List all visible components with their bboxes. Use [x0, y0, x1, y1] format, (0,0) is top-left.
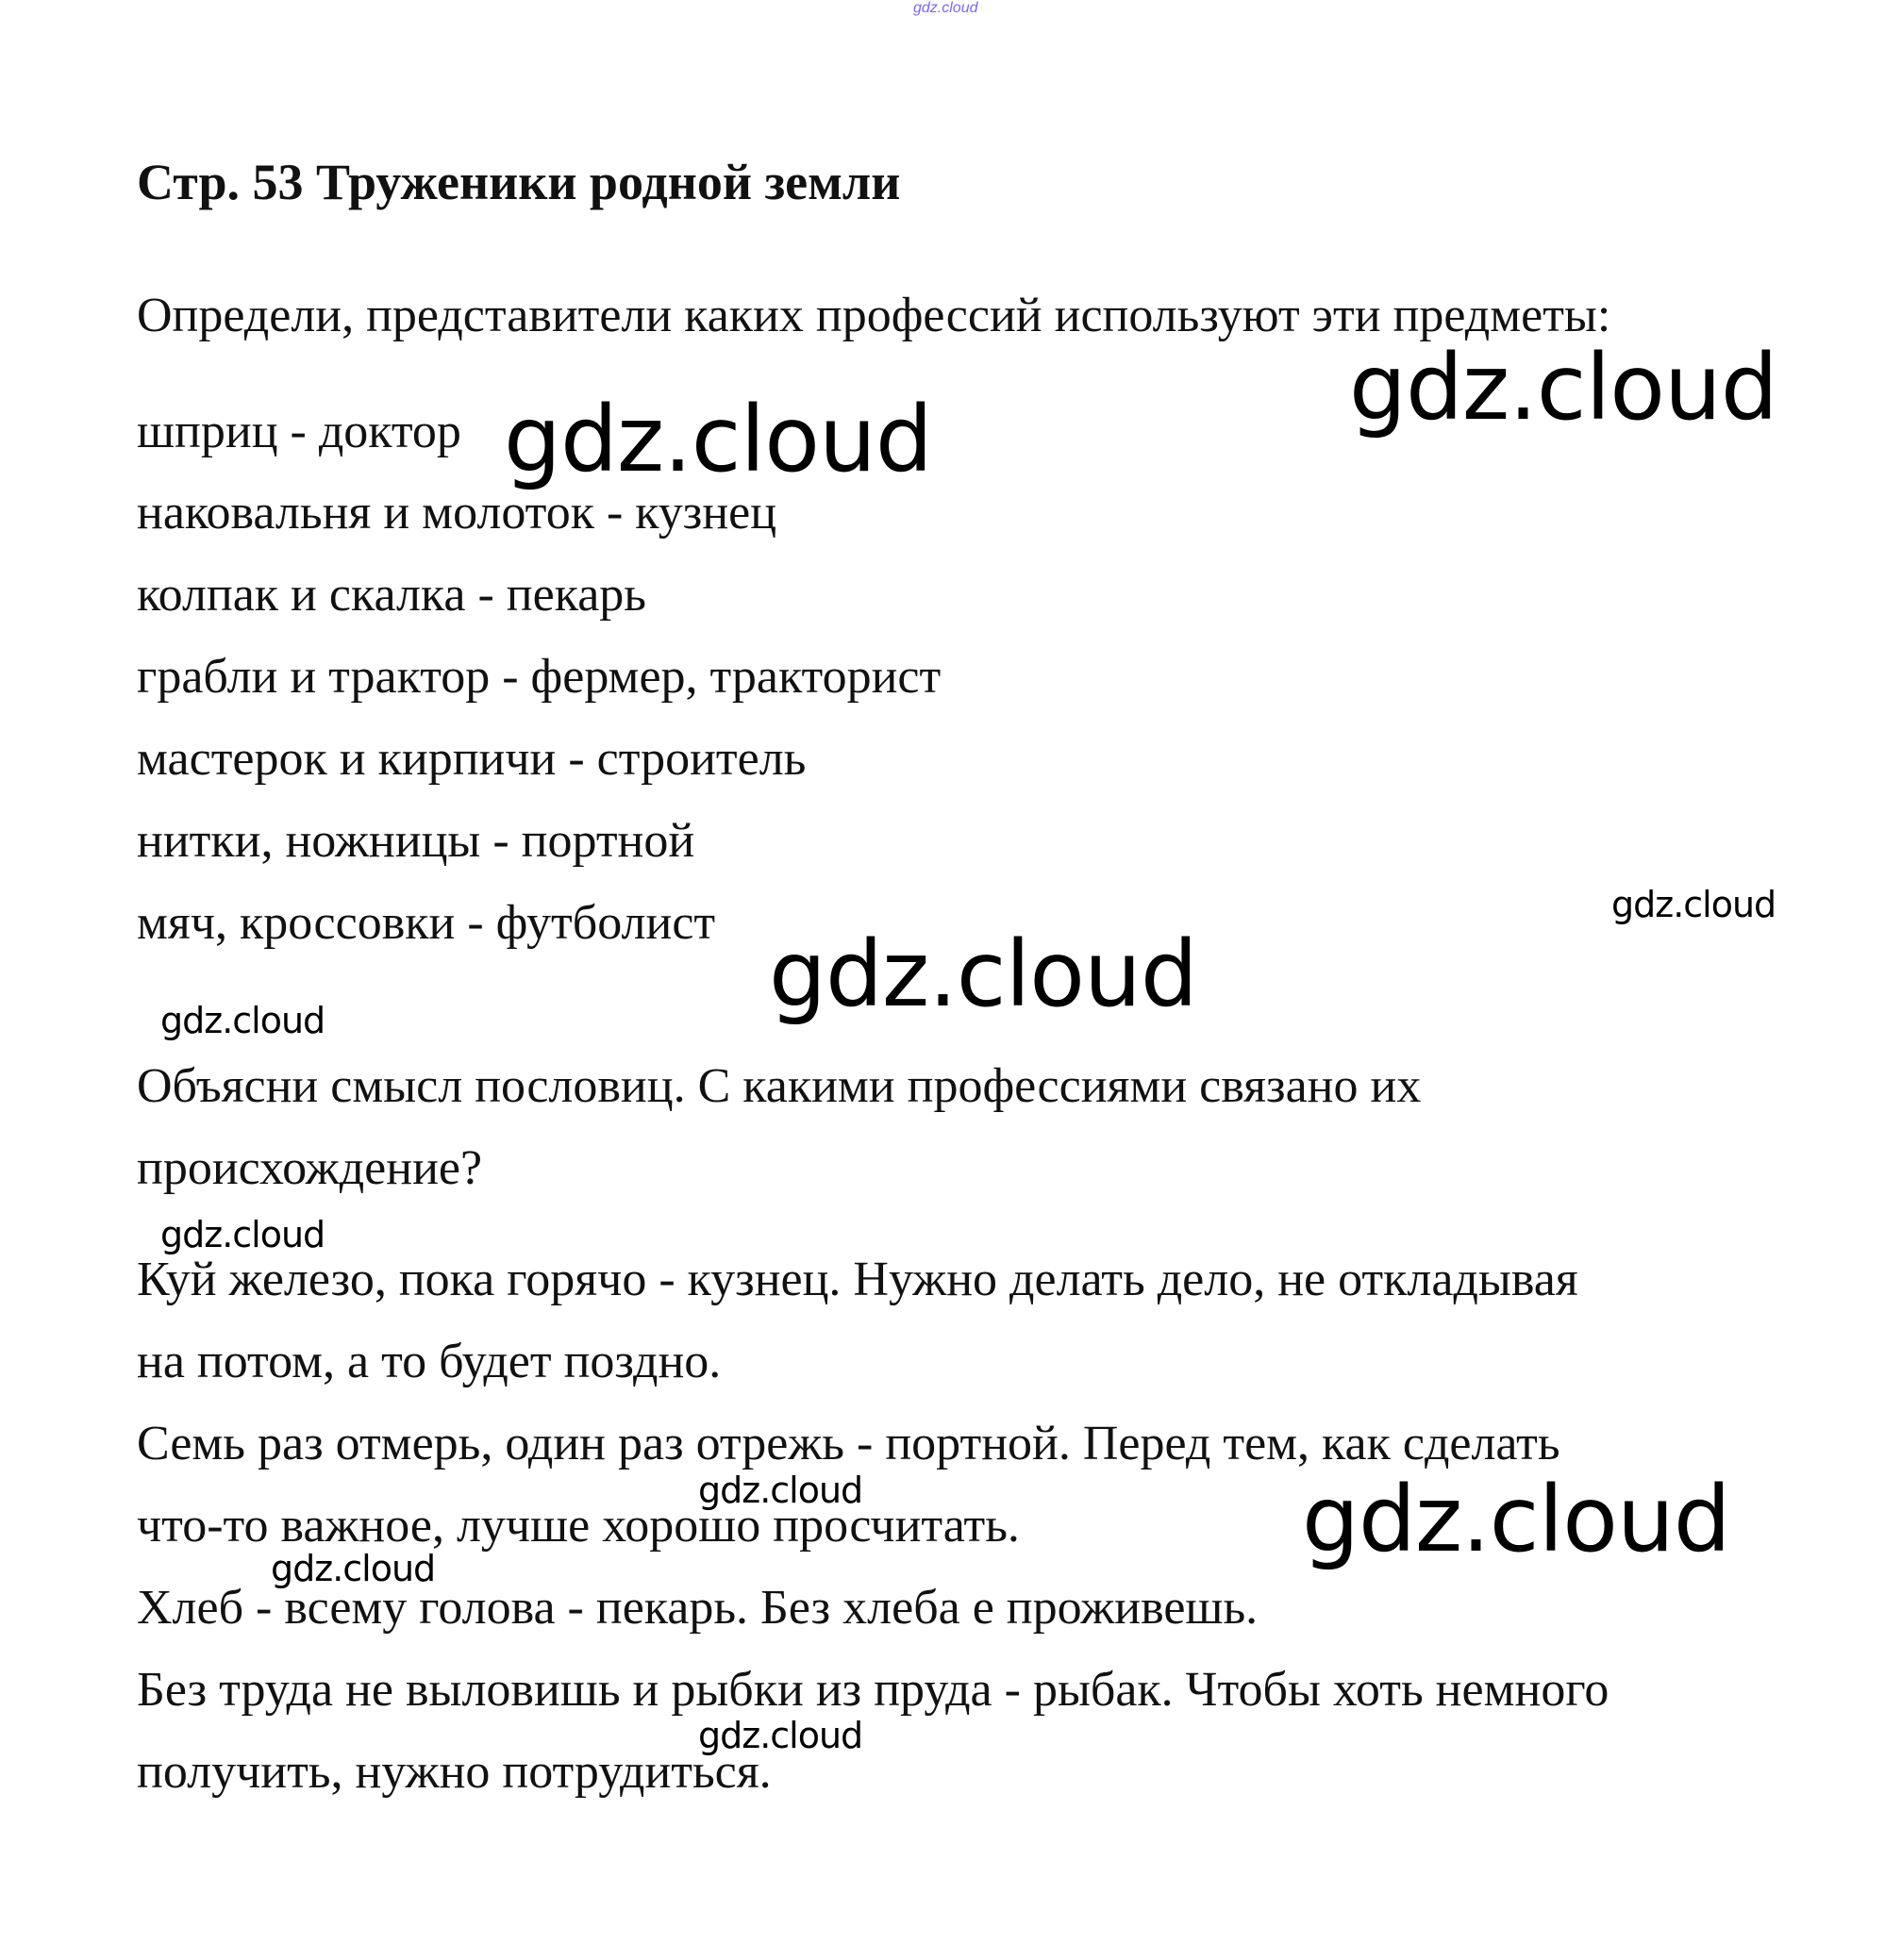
site-mark: gdz.cloud — [913, 0, 978, 16]
answer-item-6: нитки, ножницы - портной — [137, 814, 695, 868]
proverb-answer-line-5: Хлеб - всему голова - пекарь. Без хлеба е проживешь. — [137, 1581, 1259, 1635]
proverb-answer-line-7: получить, нужно потрудиться. — [137, 1745, 772, 1799]
page-title: Стр. 53 Труженики родной земли — [137, 154, 901, 210]
watermark: gdz.cloud — [769, 922, 1197, 1027]
proverb-answer-line-2: на потом, а то будет поздно. — [137, 1335, 722, 1388]
answer-item-3: колпак и скалка - пекарь — [137, 568, 646, 622]
task2-prompt-line-1: Объясни смысл пословиц. С какими профессиями связано их — [137, 1059, 1422, 1113]
proverb-answer-line-4: что-то важное, лучше хорошо просчитать. — [137, 1499, 1020, 1553]
answer-item-2: наковальня и молоток - кузнец — [137, 486, 777, 540]
answer-item-5: мастерок и кирпичи - строитель — [137, 732, 807, 786]
proverb-answer-line-1: Куй железо, пока горячо - кузнец. Нужно делать дело, не откладывая — [137, 1253, 1578, 1306]
watermark: gdz.cloud — [1302, 1467, 1730, 1572]
task1-prompt: Определи, представители каких профессий используют эти предметы: — [137, 289, 1611, 342]
watermark: gdz.cloud — [160, 1000, 325, 1041]
watermark: gdz.cloud — [698, 1715, 863, 1756]
watermark: gdz.cloud — [160, 1214, 325, 1255]
answer-item-7: мяч, кроссовки - футболист — [137, 896, 716, 950]
answer-item-1: шприц - доктор — [137, 405, 461, 458]
task2-prompt-line-2: происхождение? — [137, 1141, 483, 1195]
watermark: gdz.cloud — [1349, 335, 1777, 440]
proverb-answer-line-3: Семь раз отмерь, один раз отрежь - портной. Перед тем, как сделать — [137, 1417, 1560, 1470]
answer-item-4: грабли и трактор - фермер, тракторист — [137, 650, 942, 704]
proverb-answer-line-6: Без труда не выловишь и рыбки из пруда - рыбак. Чтобы хоть немного — [137, 1663, 1609, 1717]
watermark: gdz.cloud — [1611, 884, 1776, 925]
watermark: gdz.cloud — [698, 1470, 863, 1511]
watermark: gdz.cloud — [504, 387, 932, 492]
watermark: gdz.cloud — [271, 1548, 436, 1589]
